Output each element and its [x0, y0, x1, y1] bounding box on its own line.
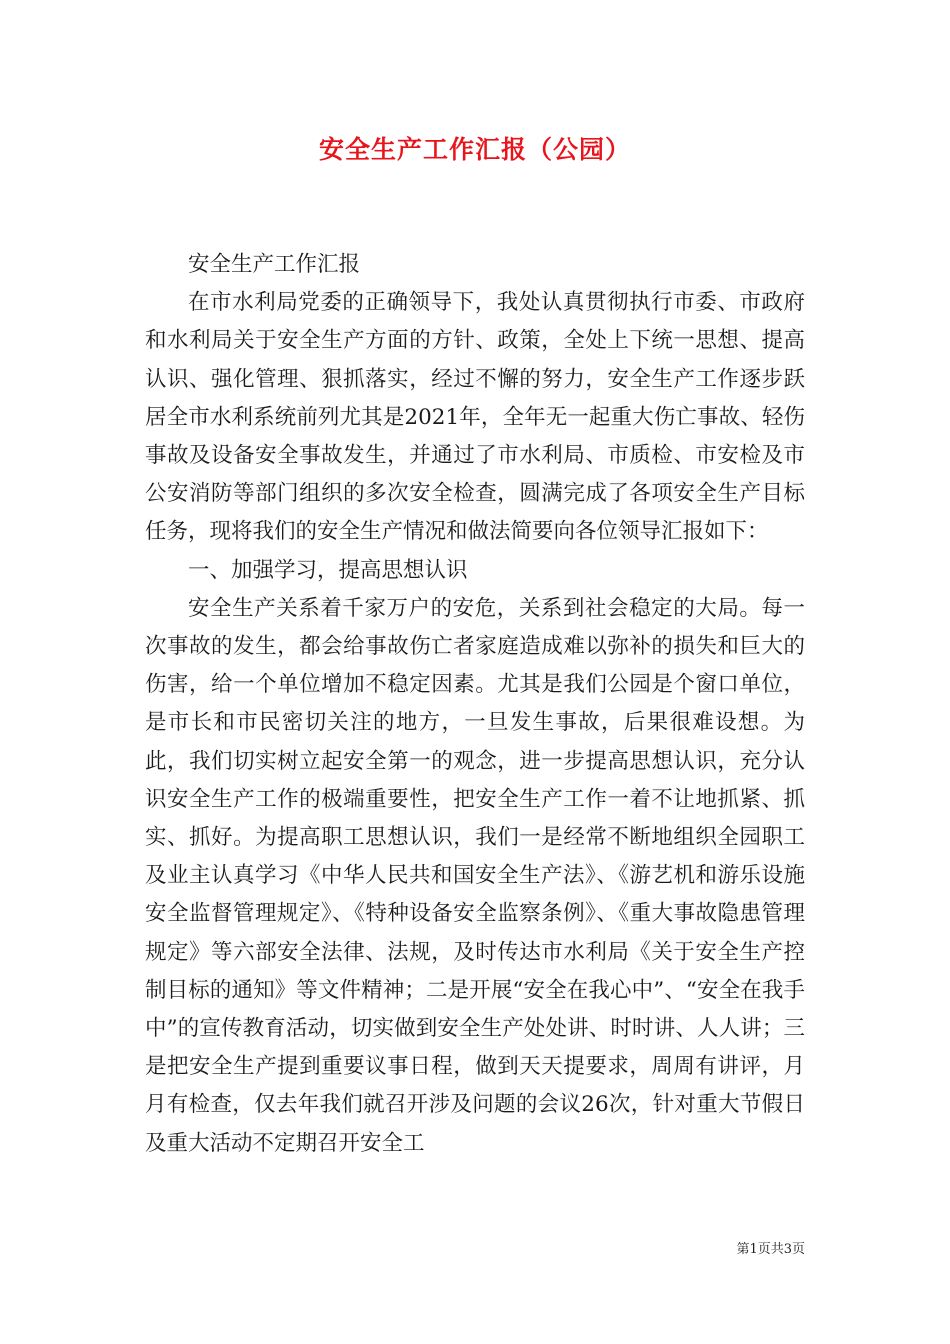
paragraph-heading: 安全生产工作汇报: [188, 252, 361, 277]
paragraph-section-1: 安全生产关系着千家万户的安危，关系到社会稳定的大局。每一次事故的发生，都会给事故伤亡者家庭造成难以弥补的损失和巨大的伤害，给一个单位增加不稳定因素。尤其是我们公园是个窗口单位，是市长和市民密切关注的地方，一旦发生事故，后果很难设想。为此，我们切实树立起安全第一的观念，进一步提高思想认识，充分认识安全生产工作的极端重要性，把安全生产工作一着不让地抓紧、抓实、抓好。为提高职工思想认识，我们一是经常不断地组织全园职工及业主认真学习《中华人民共和国安全生产法》、《游艺机和游乐设施安全监督管理规定》、《特种设备安全监察条例》、《重大事故隐患管理规定》等六部安全法律、法规，及时传达市水利局《关于安全生产控制目标的通知》等文件精神；二是开展“安全在我心中”、“安全在我手中”的宣传教育活动，切实做到安全生产处处讲、时时讲、人人讲；三是把安全生产提到重要议事日程，做到天天提要求，周周有讲评，月月有检查，仅去年我们就召开涉及问题的会议26次，针对重大节假日及重大活动不定期召开安全工: [145, 595, 805, 1156]
document-title: 安全生产工作汇报（公园）: [318, 135, 631, 164]
section-heading-1: 一、加强学习，提高思想认识: [188, 557, 468, 583]
paragraph-intro: 在市水利局党委的正确领导下，我处认真贯彻执行市委、市政府和水利局关于安全生产方面的方针、政策，全处上下统一思想、提高认识、强化管理、狠抓落实，经过不懈的努力，安全生产工作逐步跃居全市水利系统前列尤其是2021年，全年无一起重大伤亡事故、轻伤事故及设备安全事故发生，并通过了市水利局、市质检、市安检及市公安消防等部门组织的多次安全检查，圆满完成了各项安全生产目标任务，现将我们的安全生产情况和做法简要向各位领导汇报如下：: [145, 290, 805, 545]
document-body: [145, 246, 805, 1163]
page-number: 第1页共3页: [736, 1242, 805, 1257]
